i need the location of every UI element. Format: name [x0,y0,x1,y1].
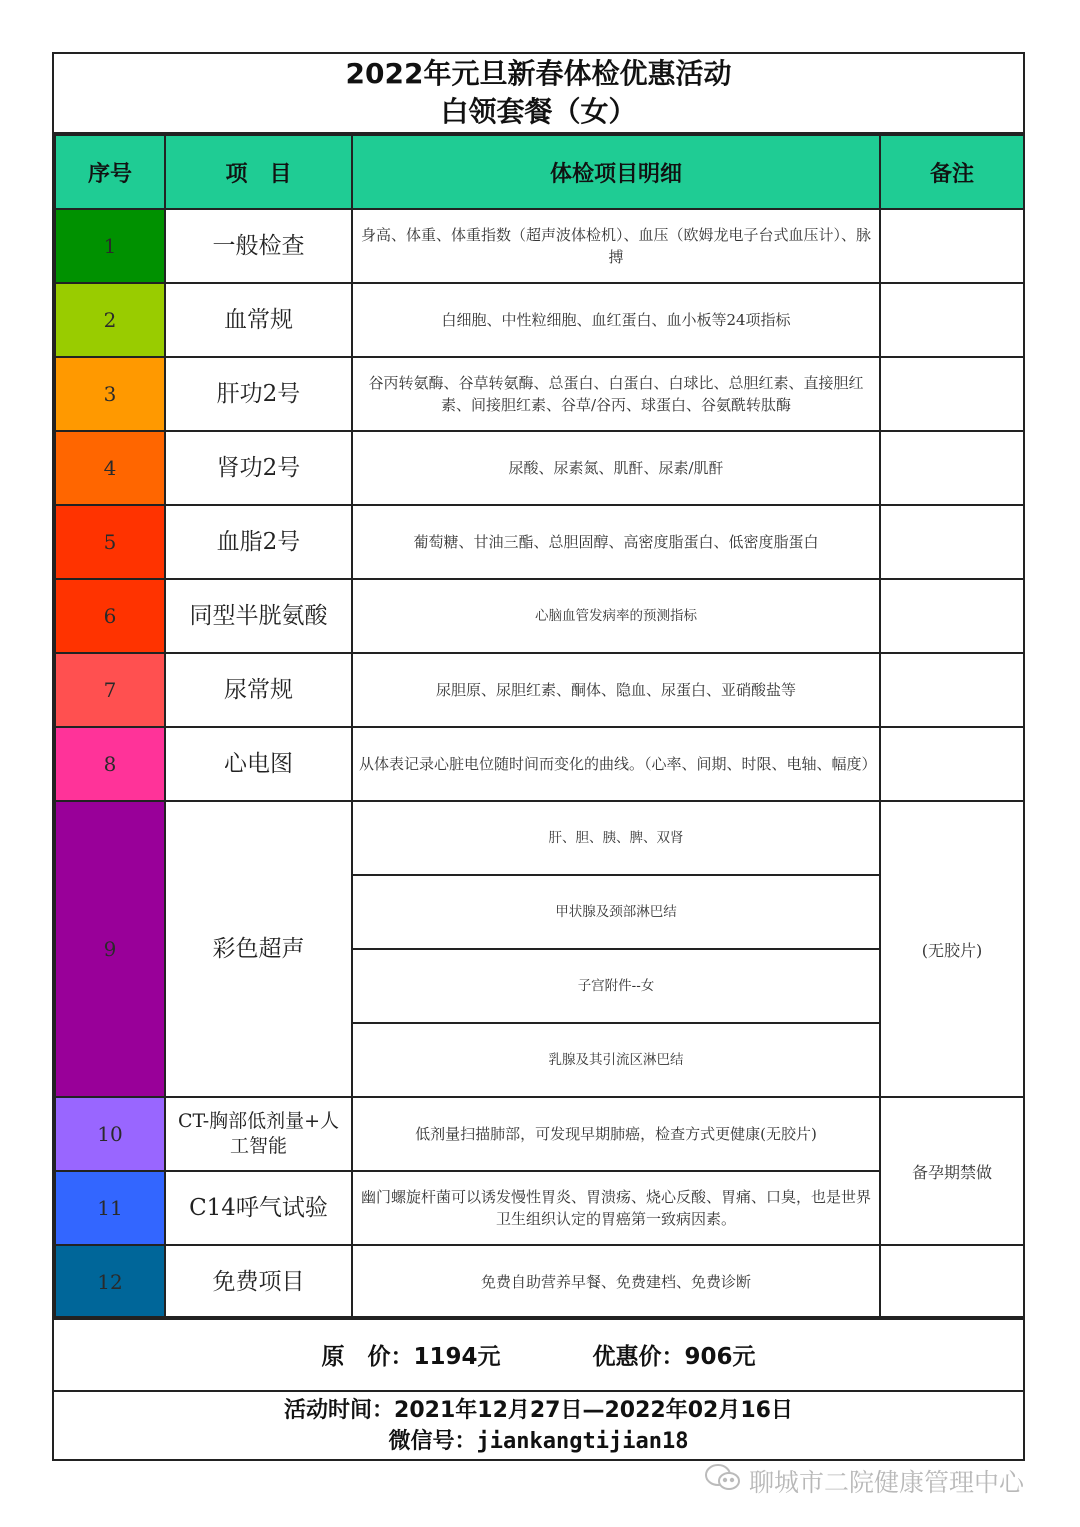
row-detail: 尿胆原、尿胆红素、酮体、隐血、尿蛋白、亚硝酸盐等 [352,653,880,727]
row-number: 4 [55,431,165,505]
row-note [880,283,1024,357]
table-row-ultrasound [55,801,1024,875]
row-note [880,431,1024,505]
discount-price-value: 906元 [684,1343,756,1370]
table-row [55,653,1024,727]
row-item: 肾功2号 [165,431,352,505]
row-number: 7 [55,653,165,727]
header-number: 序号 [55,135,165,209]
row-item: 一般检查 [165,209,352,283]
wechat-id [389,1426,689,1457]
row-note [880,505,1024,579]
row-item: C14呼气试验 [165,1171,352,1245]
row-number: 11 [55,1171,165,1245]
row-detail: 尿酸、尿素氮、肌酐、尿素/肌酐 [352,431,880,505]
row-number: 10 [55,1097,165,1171]
table-row [55,505,1024,579]
row-number: 12 [55,1245,165,1319]
row-item: 血脂2号 [165,505,352,579]
package-sheet [52,52,1025,1461]
wechat-id-label: 微信号： [388,1428,477,1454]
row-number: 1 [55,209,165,283]
table-row [55,209,1024,283]
header-item: 项 目 [165,135,352,209]
row-note: 备孕期禁做 [880,1097,1024,1245]
row-item: 心电图 [165,727,352,801]
row-number: 6 [55,579,165,653]
row-detail: 葡萄糖、甘油三酯、总胆固醇、高密度脂蛋白、低密度脂蛋白 [352,505,880,579]
title-block [54,54,1023,134]
wechat-icon [703,1462,743,1500]
row-item: CT-胸部低剂量+人工智能 [165,1097,352,1171]
row-note [880,579,1024,653]
original-price [321,1338,500,1371]
row-detail: 子宫附件--女 [352,949,880,1023]
row-item: 彩色超声 [165,801,352,1097]
row-number: 3 [55,357,165,431]
price-row [54,1316,1023,1390]
table-row [55,579,1024,653]
table-row [55,357,1024,431]
event-period [284,1395,793,1426]
table-row [55,1171,1024,1245]
row-item: 免费项目 [165,1245,352,1319]
table-row [55,283,1024,357]
row-detail: 谷丙转氨酶、谷草转氨酶、总蛋白、白蛋白、白球比、总胆红素、直接胆红素、间接胆红素、谷草/谷丙、球蛋白、谷氨酰转肽酶 [352,357,880,431]
row-detail: 幽门螺旋杆菌可以诱发慢性胃炎、胃溃疡、烧心反酸、胃痛、口臭，也是世界卫生组织认定的胃癌第一致病因素。 [352,1171,880,1245]
row-number: 5 [55,505,165,579]
row-detail: 身高、体重、体重指数（超声波体检机）、血压（欧姆龙电子台式血压计）、脉搏 [352,209,880,283]
row-detail: 白细胞、中性粒细胞、血红蛋白、血小板等24项指标 [352,283,880,357]
row-detail: 心脑血管发病率的预测指标 [352,579,880,653]
row-note [880,653,1024,727]
row-note [880,727,1024,801]
header-note: 备注 [880,135,1024,209]
checkup-table [54,134,1025,1320]
table-row [55,1245,1024,1319]
event-period-label: 活动时间： [284,1397,395,1423]
row-item: 尿常规 [165,653,352,727]
discount-price [593,1338,756,1371]
original-price-label: 原 价： [321,1343,414,1370]
info-row [54,1390,1023,1459]
row-note [880,357,1024,431]
row-detail: 乳腺及其引流区淋巴结 [352,1023,880,1097]
table-row [55,1097,1024,1171]
event-period-value: 2021年12月27日—2022年02月16日 [394,1397,793,1423]
table-row [55,431,1024,505]
row-number: 9 [55,801,165,1097]
row-note: (无胶片) [880,801,1024,1097]
row-note [880,1245,1024,1319]
row-detail: 免费自助营养早餐、免费建档、免费诊断 [352,1245,880,1319]
row-item: 同型半胱氨酸 [165,579,352,653]
watermark-text: 聊城市二院健康管理中心 [749,1468,1025,1497]
watermark [703,1462,1024,1500]
row-detail: 肝、胆、胰、脾、双肾 [352,801,880,875]
row-detail: 甲状腺及颈部淋巴结 [352,875,880,949]
row-item: 肝功2号 [165,357,352,431]
package-title: 白领套餐（女） [440,95,637,128]
discount-price-label: 优惠价： [592,1343,685,1370]
table-header-row [55,135,1024,209]
row-detail: 从体表记录心脏电位随时间而变化的曲线。（心率、间期、时限、电轴、幅度） [352,727,880,801]
row-note [880,209,1024,283]
row-number: 2 [55,283,165,357]
row-detail: 低剂量扫描肺部，可发现早期肺癌，检查方式更健康(无胶片) [352,1097,880,1171]
original-price-value: 1194元 [413,1343,501,1370]
header-detail: 体检项目明细 [352,135,880,209]
wechat-id-value: jiankangtijian18 [476,1428,689,1454]
event-title: 2022年元旦新春体检优惠活动 [345,57,732,90]
row-item: 血常规 [165,283,352,357]
table-row [55,727,1024,801]
row-number: 8 [55,727,165,801]
